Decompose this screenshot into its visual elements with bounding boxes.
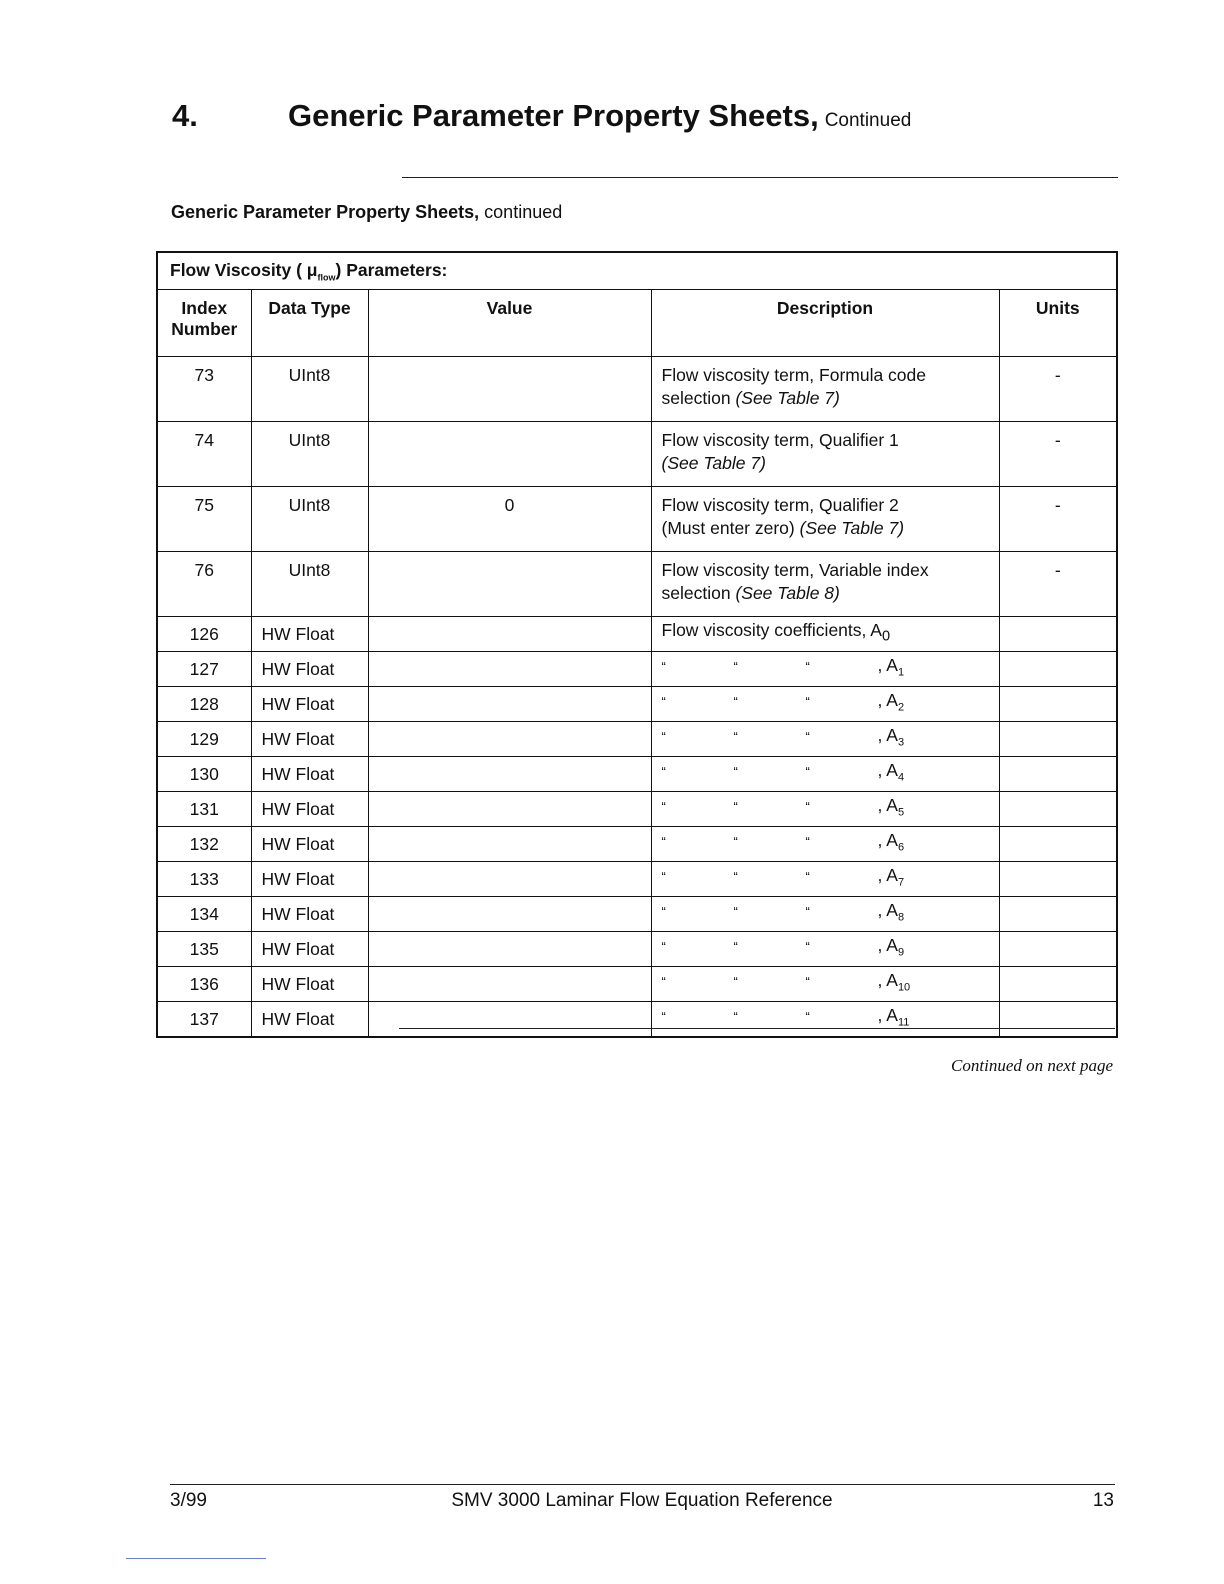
coefficient-subscript: 4	[897, 771, 905, 784]
coefficient-subscript: 7	[897, 876, 905, 889]
cell-index: 133	[157, 862, 251, 897]
cell-data-type: UInt8	[251, 552, 368, 617]
caption-subscript: flow	[317, 272, 336, 283]
table-row	[157, 722, 1117, 757]
description-line1: Flow viscosity term, Variable index	[661, 560, 929, 580]
ditto-mark: “	[733, 728, 738, 744]
cell-index: 128	[157, 687, 251, 722]
coefficient-label	[878, 689, 918, 720]
description-line1: Flow viscosity term, Qualifier 2	[661, 495, 899, 515]
ditto-mark: “	[661, 1008, 666, 1024]
ditto-mark: “	[805, 1008, 810, 1024]
column-header-units: Units	[999, 290, 1117, 357]
cell-index: 127	[157, 652, 251, 687]
coefficient-prefix: , A	[877, 864, 898, 885]
cell-value	[368, 617, 651, 652]
cell-index: 131	[157, 792, 251, 827]
cell-index: 132	[157, 827, 251, 862]
cell-units	[999, 897, 1117, 932]
continued-note: Continued on next page	[951, 1056, 1113, 1075]
section-number: 4.	[172, 98, 198, 133]
ditto-mark: “	[805, 903, 810, 919]
cell-description	[651, 967, 999, 1002]
ditto-mark: “	[661, 693, 666, 709]
table-row	[157, 897, 1117, 932]
ditto-mark: “	[733, 973, 738, 989]
cell-units	[999, 792, 1117, 827]
description-line2: selection	[661, 583, 736, 603]
cell-index: 76	[157, 552, 251, 617]
ditto-mark: “	[661, 903, 666, 919]
cell-value	[368, 552, 651, 617]
coefficient-subscript: 0	[881, 628, 891, 645]
ditto-mark: “	[733, 658, 738, 674]
scan-edge-mark	[126, 1558, 266, 1559]
ditto-mark: “	[805, 658, 810, 674]
ditto-mark: “	[805, 728, 810, 744]
cell-units	[999, 757, 1117, 792]
cell-description	[651, 932, 999, 967]
cell-index: 135	[157, 932, 251, 967]
description-table-ref: (See Table 7)	[799, 518, 905, 538]
cell-units	[999, 652, 1117, 687]
table-row	[157, 357, 1117, 422]
cell-description	[651, 552, 999, 617]
cell-units: -	[999, 422, 1117, 487]
ditto-mark: “	[733, 868, 738, 884]
coefficient-prefix: , A	[877, 899, 898, 920]
ditto-mark: “	[805, 763, 810, 779]
cell-value	[368, 932, 651, 967]
description-line1: Flow viscosity term, Qualifier 1	[661, 430, 899, 450]
coefficient-prefix: , A	[877, 689, 898, 710]
cell-description	[651, 1002, 999, 1038]
ditto-mark: “	[805, 833, 810, 849]
coefficient-subscript: 3	[897, 736, 905, 749]
coefficient-prefix: , A	[877, 969, 898, 990]
coefficient-prefix: , A	[877, 934, 898, 955]
table-header-row	[157, 290, 1117, 357]
ditto-mark: “	[733, 1008, 738, 1024]
cell-value	[368, 687, 651, 722]
coefficient-prefix: , A	[877, 794, 898, 815]
cell-value	[368, 897, 651, 932]
cell-units: -	[999, 487, 1117, 552]
cell-value: 0	[368, 487, 651, 552]
description-line2: selection	[661, 388, 736, 408]
cell-index: 126	[157, 617, 251, 652]
coefficient-subscript: 8	[897, 911, 905, 924]
table-row	[157, 617, 1117, 652]
page-title	[288, 98, 911, 134]
ditto-mark: “	[805, 693, 810, 709]
cell-value	[368, 357, 651, 422]
cell-description	[651, 652, 999, 687]
footer-divider	[170, 1484, 1115, 1485]
top-divider	[402, 177, 1118, 178]
column-header-value: Value	[368, 290, 651, 357]
cell-description	[651, 827, 999, 862]
description-table-ref: (See Table 8)	[735, 583, 840, 603]
cell-data-type: HW Float	[251, 652, 368, 687]
cell-description	[651, 687, 999, 722]
ditto-mark: “	[661, 973, 666, 989]
cell-value	[368, 1002, 651, 1038]
table-row	[157, 967, 1117, 1002]
table-row	[157, 932, 1117, 967]
table-row	[157, 652, 1117, 687]
cell-value	[368, 422, 651, 487]
coefficient-label	[878, 934, 918, 965]
ditto-mark: “	[661, 763, 666, 779]
column-header-description: Description	[651, 290, 999, 357]
cell-data-type: HW Float	[251, 932, 368, 967]
cell-units	[999, 722, 1117, 757]
coefficient-label	[878, 899, 918, 930]
cell-index: 75	[157, 487, 251, 552]
ditto-mark: “	[805, 938, 810, 954]
cell-units	[999, 967, 1117, 1002]
ditto-mark: “	[661, 868, 666, 884]
ditto-mark: “	[805, 868, 810, 884]
cell-description	[651, 862, 999, 897]
cell-units	[999, 687, 1117, 722]
cell-value	[368, 827, 651, 862]
cell-description	[651, 487, 999, 552]
table-row	[157, 687, 1117, 722]
coefficient-label	[878, 654, 918, 685]
table-row	[157, 552, 1117, 617]
subheading-rest: continued	[484, 202, 563, 222]
caption-prefix: Flow Viscosity ( μ	[170, 259, 318, 280]
coefficient-label	[878, 829, 918, 860]
ditto-mark: “	[733, 798, 738, 814]
cell-description	[651, 792, 999, 827]
table-row	[157, 487, 1117, 552]
cell-units	[999, 932, 1117, 967]
cell-data-type: HW Float	[251, 897, 368, 932]
ditto-mark: “	[733, 938, 738, 954]
cell-index: 130	[157, 757, 251, 792]
description-table-ref: (See Table 7)	[661, 453, 766, 473]
cell-units: -	[999, 357, 1117, 422]
cell-data-type: HW Float	[251, 617, 368, 652]
coefficient-prefix: , A	[877, 1004, 898, 1025]
cell-units	[999, 1002, 1117, 1038]
cell-description	[651, 357, 999, 422]
cell-data-type: UInt8	[251, 487, 368, 552]
page-title-main: Generic Parameter Property Sheets,	[288, 98, 819, 133]
ditto-mark: “	[661, 833, 666, 849]
coefficient-prefix: , A	[877, 724, 898, 745]
cell-units: -	[999, 552, 1117, 617]
bottom-divider	[399, 1028, 1115, 1029]
cell-value	[368, 757, 651, 792]
cell-data-type: HW Float	[251, 827, 368, 862]
coefficient-subscript: 5	[897, 806, 905, 819]
coefficient-subscript: 1	[897, 666, 905, 679]
page-title-suffix: Continued	[824, 110, 912, 131]
table-row	[157, 1002, 1117, 1038]
coefficient-label	[878, 724, 918, 755]
subheading	[171, 202, 562, 223]
caption-suffix: ) Parameters:	[335, 259, 448, 280]
coefficient-prefix: , A	[877, 829, 898, 850]
description-line1: Flow viscosity term, Formula code	[661, 365, 927, 385]
column-header-index-line2: Number	[171, 319, 238, 339]
cell-description	[651, 617, 999, 652]
coefficient-prefix: , A	[877, 759, 898, 780]
coefficient-label	[878, 794, 918, 825]
cell-index: 137	[157, 1002, 251, 1038]
cell-description	[651, 422, 999, 487]
cell-data-type: HW Float	[251, 1002, 368, 1038]
cell-description	[651, 757, 999, 792]
coefficient-subscript: 11	[897, 1016, 910, 1029]
cell-data-type: HW Float	[251, 722, 368, 757]
cell-value	[368, 967, 651, 1002]
ditto-mark: “	[805, 973, 810, 989]
description-table-ref: (See Table 7)	[735, 388, 840, 408]
cell-units	[999, 827, 1117, 862]
parameters-table	[156, 251, 1118, 1038]
table-row	[157, 827, 1117, 862]
coefficient-subscript: 10	[897, 981, 911, 994]
coefficient-prefix: , A	[877, 654, 898, 675]
ditto-mark: “	[661, 728, 666, 744]
table-row	[157, 792, 1117, 827]
cell-index: 134	[157, 897, 251, 932]
cell-value	[368, 792, 651, 827]
cell-value	[368, 722, 651, 757]
description-line2: (Must enter zero)	[661, 518, 800, 538]
cell-index: 73	[157, 357, 251, 422]
cell-data-type: HW Float	[251, 792, 368, 827]
cell-data-type: UInt8	[251, 422, 368, 487]
ditto-mark: “	[661, 658, 666, 674]
table-row	[157, 862, 1117, 897]
footer-doc-title: SMV 3000 Laminar Flow Equation Reference	[451, 1490, 833, 1511]
cell-index: 136	[157, 967, 251, 1002]
cell-data-type: HW Float	[251, 757, 368, 792]
cell-value	[368, 652, 651, 687]
ditto-mark: “	[805, 798, 810, 814]
cell-description	[651, 897, 999, 932]
coefficient-subscript: 6	[897, 841, 905, 854]
ditto-mark: “	[733, 763, 738, 779]
cell-value	[368, 862, 651, 897]
cell-units	[999, 617, 1117, 652]
cell-data-type: UInt8	[251, 357, 368, 422]
footer-date: 3/99	[170, 1490, 207, 1511]
coefficient-label	[878, 759, 918, 790]
coefficient-label	[878, 1004, 918, 1035]
ditto-mark: “	[661, 938, 666, 954]
table-row	[157, 422, 1117, 487]
cell-data-type: HW Float	[251, 862, 368, 897]
ditto-mark: “	[733, 903, 738, 919]
ditto-mark: “	[733, 693, 738, 709]
column-header-data-type: Data Type	[251, 290, 368, 357]
footer-page-number: 13	[1092, 1490, 1114, 1511]
coefficient-subscript: 9	[897, 946, 905, 959]
cell-units	[999, 862, 1117, 897]
column-header-index	[157, 290, 251, 357]
column-header-index-line1: Index	[181, 298, 228, 318]
ditto-mark: “	[661, 798, 666, 814]
coefficient-label	[878, 969, 918, 1000]
coefficient-subscript: 2	[897, 701, 905, 714]
ditto-mark: “	[733, 833, 738, 849]
cell-data-type: HW Float	[251, 687, 368, 722]
cell-description	[651, 722, 999, 757]
coefficient-label	[878, 864, 918, 895]
cell-data-type: HW Float	[251, 967, 368, 1002]
cell-description-text: Flow viscosity coefficients, A	[661, 620, 882, 641]
cell-index: 129	[157, 722, 251, 757]
table-row	[157, 757, 1117, 792]
table-caption	[157, 252, 1117, 290]
cell-index: 74	[157, 422, 251, 487]
subheading-bold: Generic Parameter Property Sheets,	[171, 202, 480, 222]
